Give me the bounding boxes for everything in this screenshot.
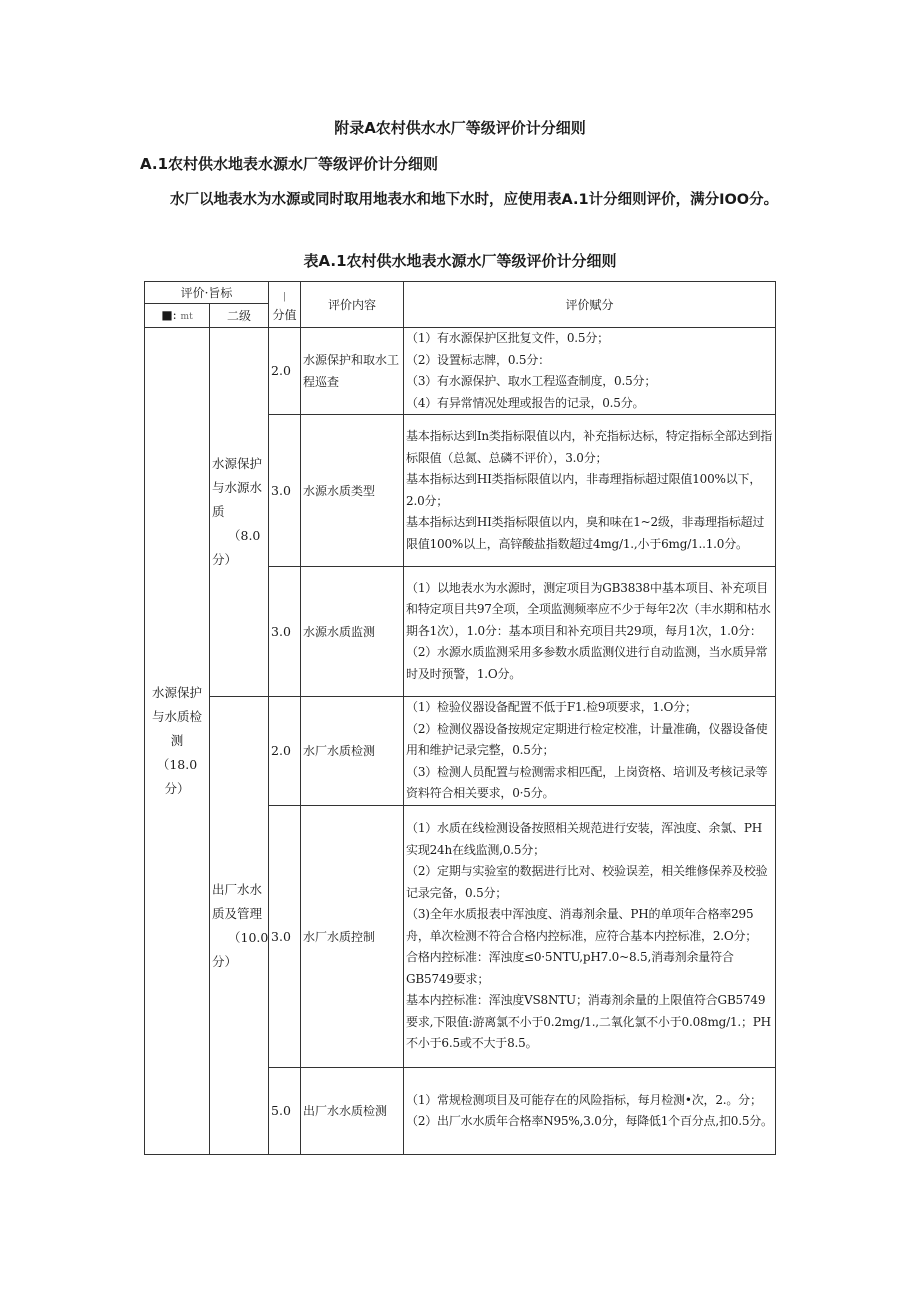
scoring-line: 基本指标达到HI类指标限值以内，非毒理指标超过限值100%以下，2.0分； [406,472,762,508]
intro-paragraph: 水厂以地表水为水源或同时取用地表水和地下水时，应使用表A.1计分细则评价，满分IOO分。 [170,192,779,208]
row-content: 水源水质类型 [301,415,404,567]
level1-line: 分） [164,781,190,796]
level2-line: 分） [212,953,238,969]
header-score-label: 分值 [272,307,297,322]
level2-line: 分） [212,552,238,567]
scoring-line: （3）检测人员配置与检测需求相匹配，上岗资格、培训及考核记录等资料符合相关要求，0·5分。 [406,764,768,801]
scoring-line: （4）有异常情况处理或报告的记录，0.5分。 [406,395,645,410]
row-score: 2.0 [269,697,301,806]
header-content: 评价内容 [301,282,404,328]
row-score: 3.0 [269,567,301,697]
table-row [145,328,776,415]
scoring-line: （3)全年水质报表中浑浊度、消毒剂余量、PH的单项年合格率295舟，单次检测不符合合格内控标准，应符合基本内控标准，2.O分； [406,907,758,943]
row-scoring [404,328,776,415]
row-content: 水源水质监测 [301,567,404,697]
scoring-line: （3）有水源保护、取水工程巡查制度，0.5分； [406,374,657,388]
level2-indicator-water [210,697,269,1155]
header-score-tick: | [282,291,287,302]
header-level2: 二级 [210,304,269,328]
scoring-line: （2）定期与实验室的数据进行比对、校验误差，相关维修保养及校验记录完备，0.5分； [406,864,768,900]
scoring-line: （1）常规检测项目及可能存在的风险指标，每月检测•次，2.。分； [406,1092,762,1107]
level2-line: 出厂水水 [212,881,263,897]
row-content: 水厂水质控制 [301,806,404,1068]
level2-indicator-source [210,328,269,697]
appendix-title: 附录A农村供水水厂等级评价计分细则 [334,119,586,137]
level1-line: 与水质检 [151,709,202,724]
level2-line: 与水源水 [212,480,263,495]
level1-line: 水源保护 [151,685,202,700]
scoring-line: （2）水源水质监测采用多参数水质监测仪进行自动监测，当水质异常时及时预警，1.O分。 [406,645,768,681]
table-caption: 表A.1农村供水地表水源水厂等级评价计分细则 [303,252,617,270]
level2-line: 水源保护 [212,456,263,471]
row-score: 2.0 [269,328,301,415]
section-heading: A.1农村供水地表水源水厂等级评价计分细则 [140,155,439,173]
level2-line: （8.0 [228,528,261,543]
row-scoring [404,806,776,1068]
scoring-table [144,281,776,1155]
table-row [145,697,776,806]
row-score: 3.0 [269,806,301,1068]
scoring-line: 基本指标达到In类指标限值以内，补充指标达标，特定指标全部达到指标限值（总氮、总磷不评价），3.0分； [406,429,773,465]
scoring-line: （2）设置标志牌，0.5分： [406,352,550,367]
row-scoring [404,1068,776,1155]
scoring-line: （1）以地表水为水源时，测定项目为GB3838中基本项目、补充项目和特定项目共97全项，全项监测频率应不少于每年2次（丰水期和枯水期各1次），1.0分：基本项目和补充项目共29项，每月1次，1.0分： [406,580,771,638]
header-level1-mark: mt [180,311,193,322]
level1-indicator [145,328,210,1155]
header-level1 [145,304,210,328]
scoring-line: （2）检测仪器设备按规定定期进行检定校准，计量准确，仪器设备使用和维护记录完整，0.5分； [406,721,768,758]
scoring-line: 基本内控标准：浑浊度VS8NTU；消毒剂余量的上限值符合GB5749要求,下限值:游离氯不小于0.2mg/1.,二氧化氯不小于0.08mg/1.；PH不小于6.5或不大于8.5。 [406,993,771,1051]
header-level1-label: ■: [161,307,177,322]
scoring-line: （2）出厂水水质年合格率N95%,3.0分，每降低1个百分点,扣0.5分。 [406,1114,773,1128]
table-header-row-1 [145,282,776,304]
level1-line: （18.0 [156,757,198,772]
row-content: 出厂水水质检测 [301,1068,404,1155]
scoring-line: （1）水质在线检测设备按照相关规范进行安装，浑浊度、余氯、PH实现24h在线监测,0.5分； [406,821,762,857]
level2-line: （10.0 [228,929,269,945]
level2-line: 质及管理 [212,905,263,921]
row-scoring [404,415,776,567]
row-score: 5.0 [269,1068,301,1155]
header-scoring: 评价赋分 [404,282,776,328]
scoring-line: （1）检验仪器设备配置不低于F1.检9项要求，1.O分； [406,700,697,715]
row-scoring [404,567,776,697]
header-eval-index: 评价·旨标 [145,282,269,304]
row-content: 水厂水质检测 [301,697,404,806]
row-scoring [404,697,776,806]
scoring-line: 合格内控标准：浑浊度≤0·5NTU,pH7.0~8.5,消毒剂余量符合GB5749要求； [406,950,734,986]
scoring-line: 基本指标达到HI类指标限值以内，臭和味在1~2级，非毒理指标超过限值100%以上，高锌酸盐指数超过4mg/1.,小于6mg/1..1.0分。 [406,515,765,551]
level1-line: 测 [170,733,184,748]
scoring-line: （1）有水源保护区批复文件，0.5分； [406,331,609,345]
header-score [269,282,301,328]
row-content: 水源保护和取水工程巡查 [301,328,404,415]
row-score: 3.0 [269,415,301,567]
level2-line: 质 [212,504,225,519]
